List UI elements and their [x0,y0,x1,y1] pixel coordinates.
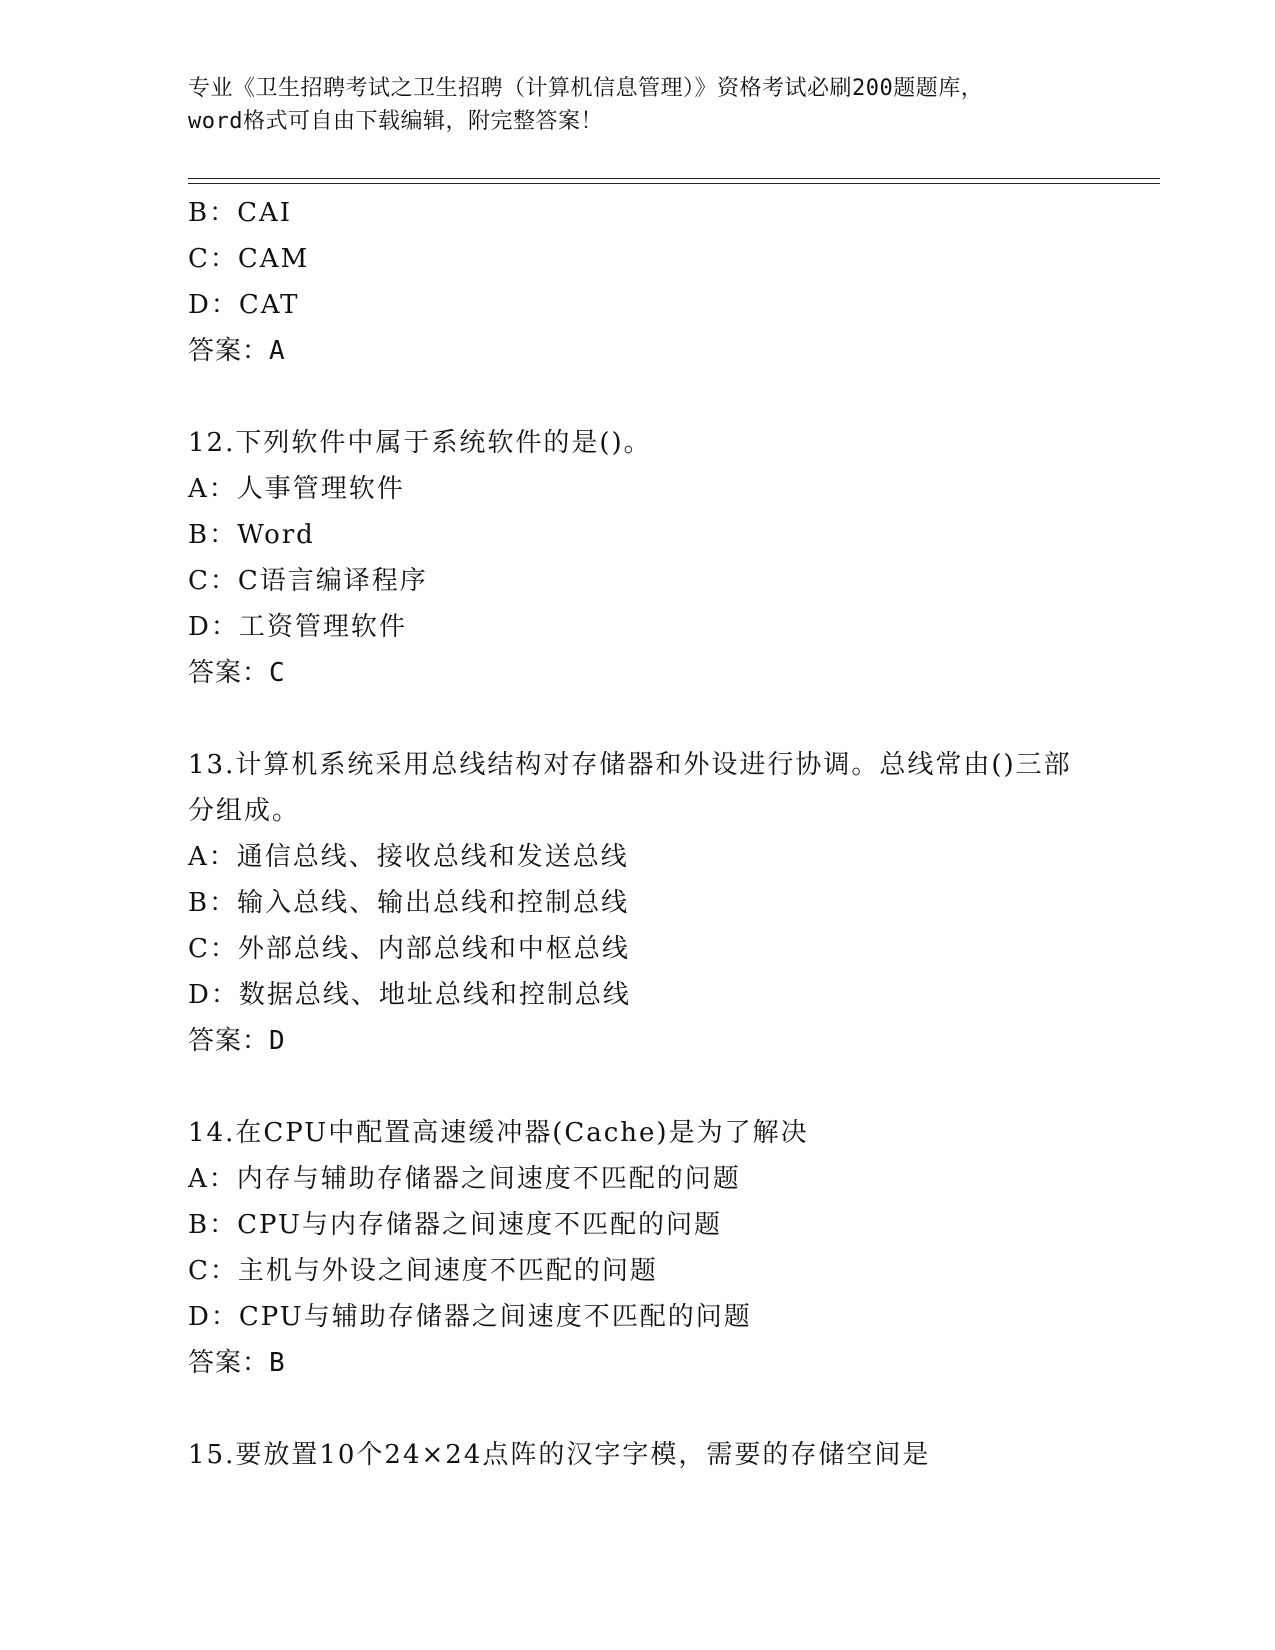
spacer [188,1386,1088,1432]
option-d: D：工资管理软件 [188,612,407,642]
document-header [188,72,1088,138]
header-line-1: 专业《卫生招聘考试之卫生招聘（计算机信息管理）》资格考试必刷200题题库， [188,76,984,101]
header-divider-top [188,178,1160,179]
header-line-2: word格式可自由下载编辑，附完整答案！ [188,109,603,134]
option-d: D：CAT [188,290,300,320]
question-11-continued [188,190,1088,374]
option-b: B：CAI [188,198,293,228]
question-stem: 13.计算机系统采用总线结构对存储器和外设进行协调。总线常由()三部分组成。 [188,750,1072,826]
option-a: A：内存与辅助存储器之间速度不匹配的问题 [188,1164,741,1194]
question-13 [188,742,1088,1064]
question-stem: 12.下列软件中属于系统软件的是()。 [188,428,652,458]
option-a: A：人事管理软件 [188,474,405,504]
spacer [188,374,1088,420]
option-c: C：CAM [188,244,310,274]
spacer [188,1064,1088,1110]
question-15 [188,1432,1088,1478]
question-stem: 15.要放置10个24×24点阵的汉字字模，需要的存储空间是 [188,1440,931,1470]
question-12 [188,420,1088,696]
option-b: B：输入总线、输出总线和控制总线 [188,888,630,918]
header-divider-bottom [188,183,1160,184]
option-d: D：CPU与辅助存储器之间速度不匹配的问题 [188,1302,752,1332]
question-list [188,190,1088,1478]
answer: 答案：D [188,1026,286,1056]
option-b: B：CPU与内存储器之间速度不匹配的问题 [188,1210,722,1240]
option-c: C：主机与外设之间速度不匹配的问题 [188,1256,658,1286]
answer: 答案：A [188,336,286,366]
option-b: B：Word [188,520,315,550]
answer: 答案：C [188,658,286,688]
answer: 答案：B [188,1348,286,1378]
option-c: C：外部总线、内部总线和中枢总线 [188,934,630,964]
option-c: C：C语言编译程序 [188,566,428,596]
question-14 [188,1110,1088,1386]
option-d: D：数据总线、地址总线和控制总线 [188,980,631,1010]
spacer [188,696,1088,742]
option-a: A：通信总线、接收总线和发送总线 [188,842,629,872]
question-stem: 14.在CPU中配置高速缓冲器(Cache)是为了解决 [188,1118,809,1148]
